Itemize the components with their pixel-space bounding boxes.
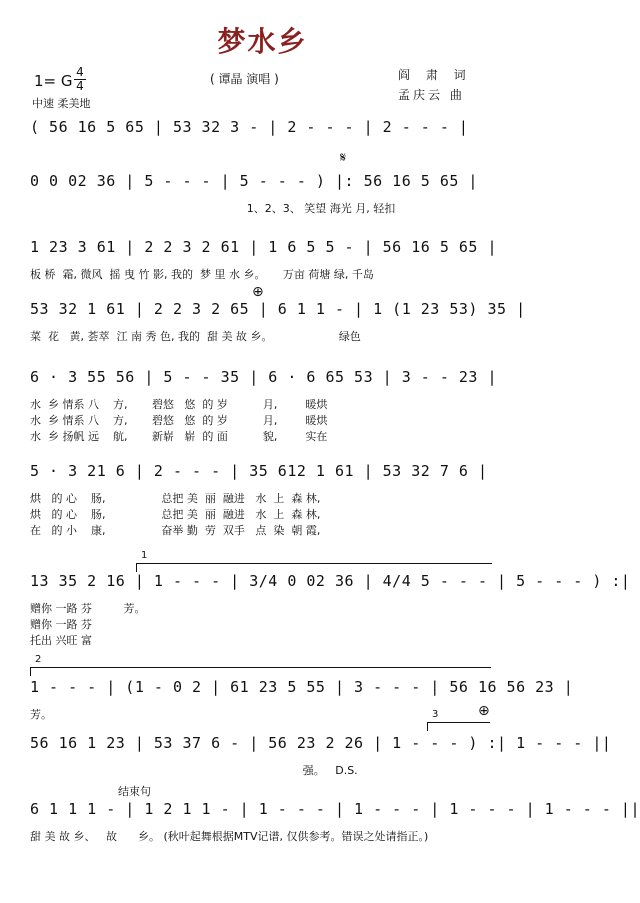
lyrics-line: 板 桥 霜, 微风 摇 曳 竹 影, 我的 梦 里 水 乡。 万亩 荷塘 绿, 千岛 (30, 268, 374, 281)
lyrics-line: 菜 花 黄, 荟萃 江 南 秀 色, 我的 甜 美 故 乡。 绿色 (30, 330, 361, 343)
volta-number-2: 2 (35, 654, 42, 665)
notes-line: 6 1 1 1 - | 1 2 1 1 - | 1 - - - | 1 - - - | 1 - - - | 1 - - - || (30, 800, 640, 818)
lyrics-line: 水 乡 情系 八 方, 碧悠 悠 的 岁 月, 暖烘 (30, 414, 328, 427)
composer-credit: 孟庆云 曲 (398, 88, 465, 102)
lyrics-line: 在 的 小 康, 奋举 勤 劳 双手 点 染 朝 霞, (30, 524, 321, 537)
singer-credit: ( 谭晶 演唱 ) (210, 72, 279, 86)
lyrics-line: 强。 D.S. (30, 764, 358, 777)
time-signature (74, 66, 86, 93)
tempo-marking: 中速 柔美地 (32, 97, 91, 110)
notes-line: 56 16 1 23 | 53 37 6 - | 56 23 2 26 | 1 - - - ) :| 1 - - - || (30, 734, 612, 752)
notes-line: 1 23 3 61 | 2 2 3 2 61 | 1 6 5 5 - | 56 16 5 65 | (30, 238, 498, 256)
lyricist-credit: 阎 肃 词 (398, 68, 472, 82)
lyrics-line: 赠你 一路 芬 (30, 618, 92, 631)
volta-bracket-1 (136, 550, 492, 572)
lyrics-line: 1、2、3、 笑望 海光 月, 轻扣 (30, 202, 396, 215)
key-signature: 1= G (34, 72, 73, 90)
lyrics-line: 芳。 (30, 708, 52, 721)
lyrics-line: 甜 美 故 乡、 故 乡。 (秋叶起舞根据MTV记谱, 仅供参考。错误之处请指正。) (30, 830, 429, 843)
lyrics-line: 烘 的 心 肠, 总把 美 丽 融进 水 上 森 林, (30, 508, 321, 521)
notes-line: 6 · 3 55 56 | 5 - - 35 | 6 · 6 65 53 | 3 - - 23 | (30, 368, 498, 386)
song-title: 梦水乡 (217, 25, 308, 58)
notes-line: ( 56 16 5 65 | 53 32 3 - | 2 - - - | 2 - - - | (30, 118, 469, 136)
lyrics-line: 水 乡 情系 八 方, 碧悠 悠 的 岁 月, 暖烘 (30, 398, 328, 411)
time-signature-top: 4 (74, 66, 86, 80)
lyrics-line: 烘 的 心 肠, 总把 美 丽 融进 水 上 森 林, (30, 492, 321, 505)
coda-mark-2: ⊕ (478, 703, 490, 719)
volta-bracket-2 (30, 654, 491, 676)
notes-line: 53 32 1 61 | 2 2 3 2 65 | 6 1 1 - | 1 (1 23 53) 35 | (30, 300, 526, 318)
ending-label: 结束句 (118, 785, 151, 798)
lyrics-line: 赠你 一路 芬 芳。 (30, 602, 146, 615)
notes-line: 0 0 02 36 | 5 - - - | 5 - - - ) |: 56 16 5 65 | (30, 172, 478, 190)
lyrics-line: 水 乡 扬帆 远 航, 新崭 崭 的 面 貌, 实在 (30, 430, 328, 443)
volta-number-1: 1 (141, 550, 148, 561)
notes-line: 13 35 2 16 | 1 - - - | 3/4 0 02 36 | 4/4 5 - - - | 5 - - - ) :| (30, 572, 631, 590)
notes-line: 5 · 3 21 6 | 2 - - - | 35 612 1 61 | 53 32 7 6 | (30, 462, 488, 480)
lyrics-line: 托出 兴旺 富 (30, 634, 92, 647)
volta-number-3: 3 (432, 709, 439, 720)
time-signature-bottom: 4 (76, 79, 84, 93)
notes-line: 1 - - - | (1 - 0 2 | 61 23 5 55 | 3 - - - | 56 16 56 23 | (30, 678, 574, 696)
volta-bracket-3 (427, 709, 490, 731)
coda-mark-1: ⊕ (252, 284, 264, 300)
segno-mark: 𝄋 (340, 150, 347, 166)
